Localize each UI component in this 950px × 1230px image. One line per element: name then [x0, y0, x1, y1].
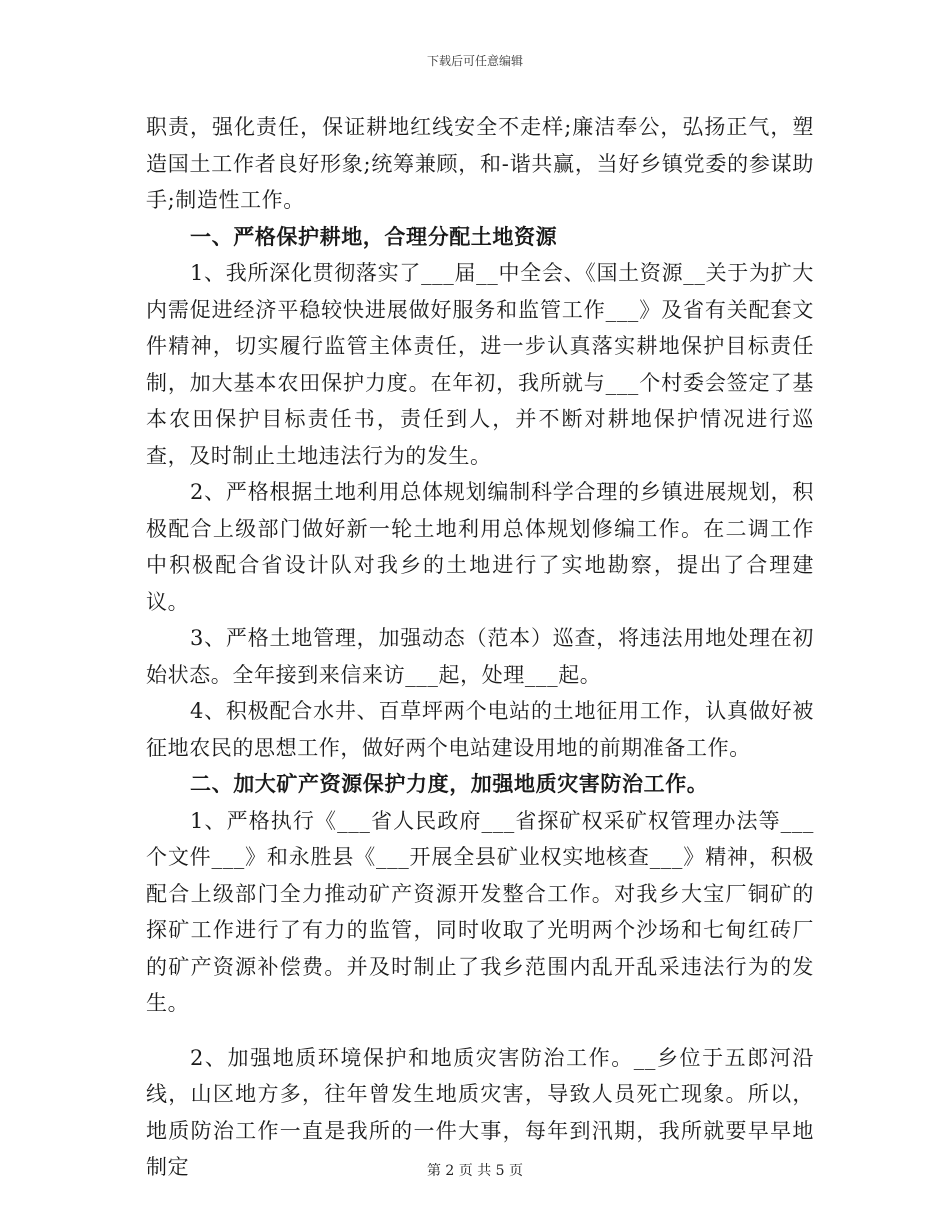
document-body	[146, 109, 814, 1186]
paragraph-2-2: 2、加强地质环境保护和地质灾害防治工作。__乡位于五郎河沿线，山区地方多，往年曾发生地质灾害，导致人员死亡现象。所以，地质防治工作一直是我所的一件大事，每年到汛期，我所就要早早地制定	[146, 1045, 814, 1179]
paragraph-1-4: 4、积极配合水井、百草坪两个电站的土地征用工作，认真做好被征地农民的思想工作，做好两个电站建设用地的前期准备工作。	[146, 699, 814, 760]
page-footer: 第 2 页 共 5 页	[426, 1163, 524, 1179]
paragraph-1-2: 2、严格根据土地利用总体规划编制科学合理的乡镇进展规划，积极配合上级部门做好新一轮土地利用总体规划修编工作。在二调工作中积极配合省设计队对我乡的土地进行了实地勘察，提出了合理建议。	[146, 480, 814, 614]
section-heading-1: 一、严格保护耕地，合理分配土地资源	[190, 223, 558, 249]
section-heading-2: 二、加大矿产资源保护力度，加强地质灾害防治工作。	[190, 771, 709, 796]
paragraph-1-1: 1、我所深化贯彻落实了___届__中全会、《国土资源__关于为扩大内需促进经济平稳较快进展做好服务和监管工作___》及省有关配套文件精神，切实履行监管主体责任，进一步认真落实耕地保护目标责任制，加大基本农田保护力度。在年初，我所就与___个村委会签定了基本农田保护目标责任书，责任到人，并不断对耕地保护情况进行巡查，及时制止土地违法行为的发生。	[146, 261, 814, 468]
page-header: 下载后可任意编辑	[426, 54, 523, 68]
paragraph-continuation: 职责，强化责任，保证耕地红线安全不走样;廉洁奉公，弘扬正气，塑造国土工作者良好形象;统筹兼顾，和-谐共赢，当好乡镇党委的参谋助手;制造性工作。	[146, 115, 814, 212]
paragraph-2-1: 1、严格执行《___省人民政府___省探矿权采矿权管理办法等___个文件___》和永胜县《___开展全县矿业权实地核查___》精神，积极配合上级部门全力推动矿产资源开发整合工作。对我乡大宝厂铜矿的探矿工作进行了有力的监管，同时收取了光明两个沙场和七甸红砖厂的矿产资源补偿费。并及时制止了我乡范围内乱开乱采违法行为的发生。	[146, 808, 814, 1015]
paragraph-1-3: 3、严格土地管理，加强动态（范本）巡查，将违法用地处理在初始状态。全年接到来信来访___起，处理___起。	[146, 626, 814, 687]
